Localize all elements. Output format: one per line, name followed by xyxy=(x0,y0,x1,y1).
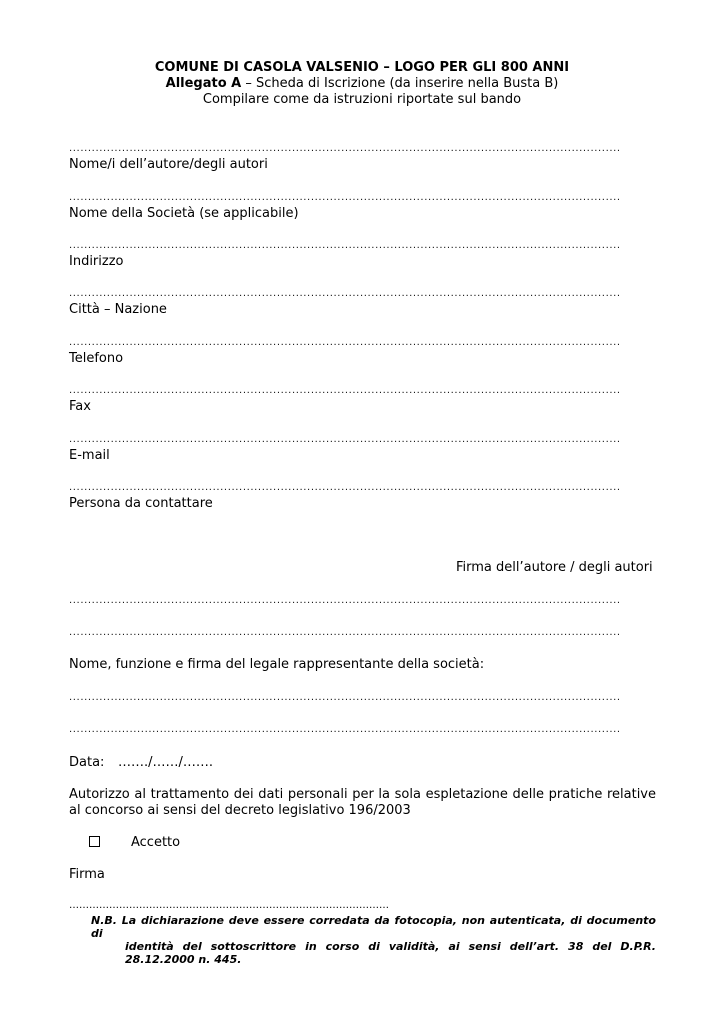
signature-input-line[interactable]: …………………………………………………………………………………… xyxy=(69,900,389,911)
date-input[interactable]: ……./……/……. xyxy=(118,755,214,770)
legal-representative-line-1[interactable]: .................................................................................................................................................. xyxy=(69,692,621,703)
author-signature-line-1[interactable]: .................................................................................................................................................. xyxy=(69,595,621,606)
company-name-input-line[interactable]: .................................................................................................................................................. xyxy=(69,192,621,203)
nota-bene-note xyxy=(91,914,656,966)
fax-label: Fax xyxy=(69,399,91,414)
city-country-label: Città – Nazione xyxy=(69,302,167,317)
phone-label: Telefono xyxy=(69,351,124,366)
signature-label: Firma xyxy=(69,867,105,882)
author-names-label: Nome/i dell’autore/degli autori xyxy=(69,157,268,172)
city-country-input-line[interactable]: .................................................................................................................................................. xyxy=(69,288,621,299)
nota-bene-continuation: identità del sottoscrittore in corso di validità, ai sensi dell’art. 38 del D.P.R. 28.12.2000 n. 445. xyxy=(125,940,656,966)
address-label: Indirizzo xyxy=(69,254,124,269)
contact-person-label: Persona da contattare xyxy=(69,496,213,511)
date-label: Data: xyxy=(69,755,105,770)
attachment-description: – Scheda di Iscrizione (da inserire nella Busta B) xyxy=(241,76,559,91)
nota-bene-first-line: N.B. La dichiarazione deve essere corredata da fotocopia, non autenticata, di documento di xyxy=(91,914,656,940)
legal-representative-label: Nome, funzione e firma del legale rappresentante della società: xyxy=(69,657,485,672)
phone-input-line[interactable]: .................................................................................................................................................. xyxy=(69,337,621,348)
fax-input-line[interactable]: .................................................................................................................................................. xyxy=(69,385,621,396)
accept-label: Accetto xyxy=(131,835,181,850)
email-input-line[interactable]: .................................................................................................................................................. xyxy=(69,434,621,445)
accept-checkbox[interactable] xyxy=(89,836,100,847)
author-signature-line-2[interactable]: .................................................................................................................................................. xyxy=(69,627,621,638)
company-name-label: Nome della Società (se applicabile) xyxy=(69,206,299,221)
instructions-line: Compilare come da istruzioni riportate sul bando xyxy=(202,92,522,107)
address-input-line[interactable]: .................................................................................................................................................. xyxy=(69,240,621,251)
author-signature-label: Firma dell’autore / degli autori xyxy=(456,560,653,575)
document-title: COMUNE DI CASOLA VALSENIO – LOGO PER GLI 800 ANNI xyxy=(154,60,570,75)
attachment-line xyxy=(0,76,724,92)
contact-person-input-line[interactable]: .................................................................................................................................................. xyxy=(69,482,621,493)
privacy-consent-text: Autorizzo al trattamento dei dati personali per la sola espletazione delle pratiche relative al concorso ai sensi del decreto legislativo 196/2003 xyxy=(69,787,656,818)
email-label: E-mail xyxy=(69,448,110,463)
attachment-label: Allegato A xyxy=(165,76,242,91)
legal-representative-line-2[interactable]: .................................................................................................................................................. xyxy=(69,724,621,735)
author-names-input-line[interactable]: .................................................................................................................................................. xyxy=(69,143,621,154)
